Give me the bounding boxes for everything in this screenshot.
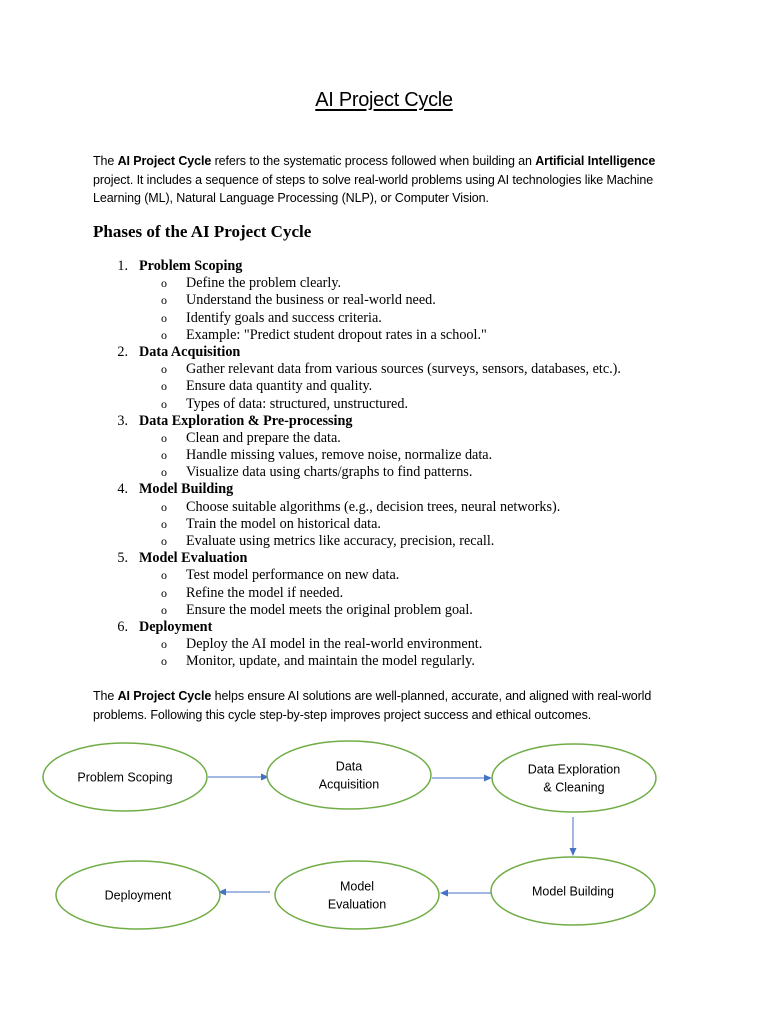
bullet-marker: o	[161, 448, 167, 463]
bullet-text: Identify goals and success criteria.	[186, 309, 382, 326]
phases-heading: Phases of the AI Project Cycle	[93, 222, 312, 241]
bullet-text: Test model performance on new data.	[186, 567, 400, 584]
phase-title: Model Evaluation	[139, 550, 248, 567]
node-label: Data	[335, 759, 363, 774]
closing-text-2: helps ensure AI solutions are well-planned, accurate, and aligned with real-world problems. Following this cycle step-by-step improves project success and ethical outcomes.	[93, 689, 652, 722]
bullet-text: Example: "Predict student dropout rates in a school."	[186, 326, 487, 343]
intro-text-2: refers to the systematic process followed when building an	[211, 154, 536, 168]
node-ellipse	[275, 861, 439, 929]
bullet-marker: o	[161, 568, 167, 583]
phase-title: Model Building	[139, 481, 234, 498]
bullet-marker: o	[161, 396, 167, 411]
node-problem-scoping	[43, 743, 207, 811]
closing-bold-1: AI Project Cycle	[117, 689, 212, 703]
bullet-text: Visualize data using charts/graphs to find patterns.	[186, 464, 473, 481]
bullet-marker: o	[161, 465, 167, 480]
phase-title: Deployment	[139, 618, 213, 635]
intro-text-3: project. It includes a sequence of steps to solve real-world problems using AI technologies like Machine Learning (ML), Natural Language Processing (NLP), or Computer Vision.	[93, 172, 654, 205]
node-ellipse	[267, 741, 431, 809]
node-label: Deployment	[104, 888, 172, 903]
bullet-text: Understand the business or real-world need.	[186, 292, 436, 309]
bullet-marker: o	[161, 585, 167, 600]
bullet-marker: o	[161, 499, 167, 514]
phase-number: 4.	[117, 481, 128, 498]
bullet-marker: o	[161, 310, 167, 325]
phase-title: Data Exploration & Pre-processing	[139, 412, 353, 429]
node-label: Problem Scoping	[77, 770, 173, 785]
closing-text-1: The	[93, 689, 118, 703]
bullet-text: Evaluate using metrics like accuracy, precision, recall.	[186, 533, 495, 549]
bullet-text: Refine the model if needed.	[186, 584, 344, 601]
phase-title: Data Acquisition	[139, 343, 241, 360]
bullet-text: Ensure the model meets the original problem goal.	[186, 601, 473, 618]
bullet-text: Deploy the AI model in the real-world environment.	[186, 636, 483, 653]
node-label: Model Building	[532, 884, 614, 899]
node-label: & Cleaning	[543, 780, 605, 795]
bullet-text: Clean and prepare the data.	[186, 429, 341, 446]
intro-text-1: The	[93, 154, 118, 168]
node-label: Data Exploration	[527, 762, 621, 777]
bullet-marker: o	[161, 293, 167, 308]
node-deployment	[56, 861, 220, 929]
bullet-text: Choose suitable algorithms (e.g., decision trees, neural networks).	[186, 498, 561, 515]
bullet-text: Train the model on historical data.	[186, 515, 381, 532]
bullet-marker: o	[161, 654, 167, 669]
phase-number: 6.	[117, 618, 128, 635]
bullet-text: Types of data: structured, unstructured.	[186, 395, 408, 412]
bullet-marker: o	[161, 602, 167, 617]
node-model-evaluation	[275, 861, 439, 929]
intro-bold-2: Artificial Intelligence	[535, 154, 656, 168]
node-data-acquisition	[267, 741, 431, 809]
node-data-exploration	[492, 744, 656, 812]
phase-title: Problem Scoping	[139, 258, 243, 274]
bullet-marker: o	[161, 516, 167, 531]
node-ellipse	[492, 744, 656, 812]
bullet-text: Monitor, update, and maintain the model regularly.	[186, 653, 475, 670]
bullet-text: Ensure data quantity and quality.	[186, 378, 373, 395]
document-title: AI Project Cycle	[315, 89, 453, 111]
bullet-marker: o	[161, 430, 167, 445]
bullet-marker: o	[161, 534, 167, 548]
bullet-marker: o	[161, 276, 167, 291]
nodes-layer	[43, 741, 656, 929]
phase-number: 1.	[117, 258, 128, 274]
intro-bold-1: AI Project Cycle	[117, 154, 212, 168]
bullet-text: Gather relevant data from various sources (surveys, sensors, databases, etc.).	[186, 361, 621, 378]
bullet-marker: o	[161, 637, 167, 652]
phase-number: 5.	[117, 550, 128, 567]
bullet-marker: o	[161, 362, 167, 377]
node-label: Model	[339, 879, 375, 894]
phase-number: 3.	[117, 412, 128, 429]
bullet-text: Handle missing values, remove noise, normalize data.	[186, 447, 493, 464]
node-label: Acquisition	[318, 777, 380, 792]
bullet-text: Define the problem clearly.	[186, 275, 342, 292]
node-label: Evaluation	[327, 897, 387, 912]
bullet-marker: o	[161, 379, 167, 394]
phase-number: 2.	[117, 343, 128, 360]
bullet-marker: o	[161, 327, 167, 342]
node-model-building	[491, 857, 655, 925]
